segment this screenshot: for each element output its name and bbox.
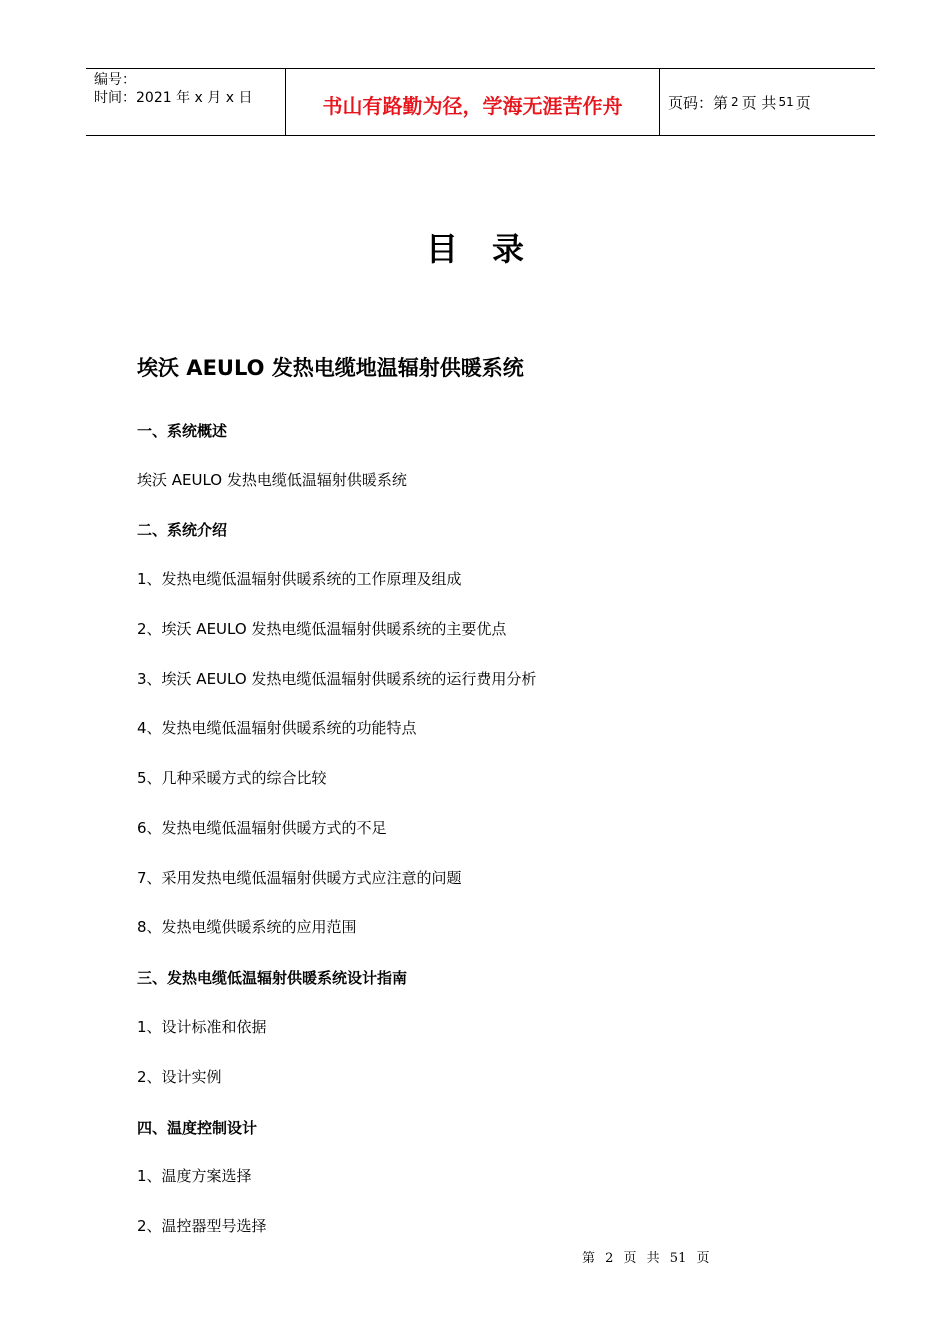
header-page-cell xyxy=(660,69,875,135)
page-header xyxy=(86,68,875,136)
toc-section-heading[interactable]: 一、系统概述 xyxy=(137,422,228,440)
date-line: 时间：2021 年 x 月 x 日 xyxy=(94,90,253,106)
toc-entry[interactable]: 8、发热电缆供暖系统的应用范围 xyxy=(137,918,357,936)
toc-section-heading[interactable]: 三、发热电缆低温辐射供暖系统设计指南 xyxy=(137,969,408,987)
document-subtitle: 埃沃 AEULO 发热电缆地温辐射供暖系统 xyxy=(137,356,524,380)
toc-entry[interactable]: 2、温控器型号选择 xyxy=(137,1217,267,1235)
header-meta-cell xyxy=(86,69,286,135)
serial-number-label: 编号： xyxy=(94,72,136,88)
toc-entry[interactable]: 5、几种采暖方式的综合比较 xyxy=(137,769,327,787)
toc-entry[interactable]: 1、发热电缆低温辐射供暖系统的工作原理及组成 xyxy=(137,570,462,588)
page-label: 页码：第 xyxy=(668,93,729,112)
page-title: 目录 xyxy=(425,230,558,268)
toc-section-heading[interactable]: 四、温度控制设计 xyxy=(137,1119,258,1137)
toc-entry[interactable]: 6、发热电缆低温辐射供暖方式的不足 xyxy=(137,819,387,837)
toc-entry[interactable]: 1、温度方案选择 xyxy=(137,1167,252,1185)
toc-entry[interactable]: 2、埃沃 AEULO 发热电缆低温辐射供暖系统的主要优点 xyxy=(137,620,507,638)
page-footer: 第 2 页 共 51 页 xyxy=(582,1251,710,1266)
toc-entry[interactable]: 2、设计实例 xyxy=(137,1068,222,1086)
page-total: 51 xyxy=(778,95,794,109)
toc-section-heading[interactable]: 二、系统介绍 xyxy=(137,521,228,539)
header-motto-cell xyxy=(286,69,660,135)
page-mid-label: 页 共 xyxy=(741,93,777,112)
toc-entry[interactable]: 3、埃沃 AEULO 发热电缆低温辐射供暖系统的运行费用分析 xyxy=(137,670,537,688)
page-number: 2 xyxy=(731,95,739,109)
toc-entry[interactable]: 1、设计标准和依据 xyxy=(137,1018,267,1036)
motto-text: 书山有路勤为径，学海无涯苦作舟 xyxy=(322,93,623,118)
page-end-label: 页 xyxy=(795,93,811,112)
toc-entry[interactable]: 7、采用发热电缆低温辐射供暖方式应注意的问题 xyxy=(137,869,462,887)
toc-entry[interactable]: 4、发热电缆低温辐射供暖系统的功能特点 xyxy=(137,719,417,737)
toc-entry[interactable]: 埃沃 AEULO 发热电缆低温辐射供暖系统 xyxy=(137,471,407,489)
